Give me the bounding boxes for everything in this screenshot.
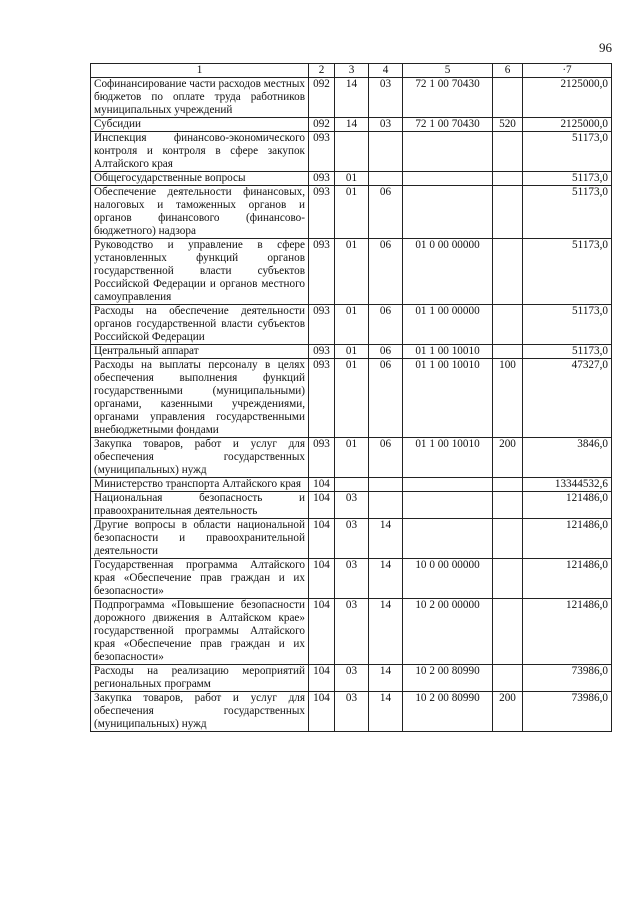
amount-cell: 51173,0 bbox=[523, 305, 612, 345]
target-item-cell: 10 2 00 80990 bbox=[403, 692, 493, 732]
row-name-cell: Подпрограмма «Повышение безопасности дорожного движения в Алтайском крае» государственной программы Алтайского края «Обеспечение прав граждан и их безопасности» bbox=[91, 599, 309, 665]
amount-cell: 51173,0 bbox=[523, 345, 612, 359]
subsection-code-cell: 06 bbox=[369, 305, 403, 345]
section-code-cell: 14 bbox=[335, 118, 369, 132]
ministry-code-cell: 104 bbox=[309, 559, 335, 599]
amount-cell: 3846,0 bbox=[523, 438, 612, 478]
section-code-cell: 03 bbox=[335, 492, 369, 519]
row-name-cell: Расходы на обеспечение деятельности органов государственной власти субъектов Российской Федерации bbox=[91, 305, 309, 345]
target-item-cell: 72 1 00 70430 bbox=[403, 78, 493, 118]
ministry-code-cell: 092 bbox=[309, 78, 335, 118]
ministry-code-cell: 093 bbox=[309, 345, 335, 359]
ministry-code-cell: 093 bbox=[309, 239, 335, 305]
expense-type-cell: 100 bbox=[493, 359, 523, 438]
row-name-cell: Расходы на выплаты персоналу в целях обеспечения выполнения функций государственными (муниципальными) органами, казенными учреждениями, органами управления государственными внебюджетными фондами bbox=[91, 359, 309, 438]
table-row bbox=[91, 665, 612, 692]
subsection-code-cell: 14 bbox=[369, 519, 403, 559]
target-item-cell bbox=[403, 478, 493, 492]
amount-cell: 121486,0 bbox=[523, 519, 612, 559]
subsection-code-cell bbox=[369, 478, 403, 492]
header-cell: 6 bbox=[493, 64, 523, 78]
row-name-cell: Закупка товаров, работ и услуг для обеспечения государственных (муниципальных) нужд bbox=[91, 438, 309, 478]
header-cell: 2 bbox=[309, 64, 335, 78]
expense-type-cell: 200 bbox=[493, 438, 523, 478]
amount-cell: 2125000,0 bbox=[523, 78, 612, 118]
target-item-cell: 01 1 00 10010 bbox=[403, 438, 493, 478]
ministry-code-cell: 104 bbox=[309, 665, 335, 692]
subsection-code-cell: 03 bbox=[369, 78, 403, 118]
subsection-code-cell: 06 bbox=[369, 438, 403, 478]
section-code-cell bbox=[335, 132, 369, 172]
subsection-code-cell bbox=[369, 492, 403, 519]
section-code-cell: 03 bbox=[335, 665, 369, 692]
expense-type-cell bbox=[493, 492, 523, 519]
section-code-cell: 14 bbox=[335, 78, 369, 118]
expense-type-cell bbox=[493, 519, 523, 559]
row-name-cell: Министерство транспорта Алтайского края bbox=[91, 478, 309, 492]
amount-cell: 121486,0 bbox=[523, 599, 612, 665]
subsection-code-cell: 14 bbox=[369, 665, 403, 692]
table-row bbox=[91, 132, 612, 172]
amount-cell: 51173,0 bbox=[523, 172, 612, 186]
expense-type-cell bbox=[493, 478, 523, 492]
subsection-code-cell bbox=[369, 172, 403, 186]
section-code-cell bbox=[335, 478, 369, 492]
expense-type-cell bbox=[493, 172, 523, 186]
ministry-code-cell: 093 bbox=[309, 359, 335, 438]
table-row bbox=[91, 478, 612, 492]
subsection-code-cell: 03 bbox=[369, 118, 403, 132]
ministry-code-cell: 092 bbox=[309, 118, 335, 132]
ministry-code-cell: 104 bbox=[309, 599, 335, 665]
expense-type-cell: 200 bbox=[493, 692, 523, 732]
subsection-code-cell: 06 bbox=[369, 345, 403, 359]
target-item-cell bbox=[403, 519, 493, 559]
table-row bbox=[91, 692, 612, 732]
header-cell: 3 bbox=[335, 64, 369, 78]
row-name-cell: Инспекция финансово-экономического контроля и контроля в сфере закупок Алтайского края bbox=[91, 132, 309, 172]
row-name-cell: Субсидии bbox=[91, 118, 309, 132]
ministry-code-cell: 104 bbox=[309, 519, 335, 559]
expense-type-cell bbox=[493, 78, 523, 118]
target-item-cell: 10 2 00 80990 bbox=[403, 665, 493, 692]
budget-table bbox=[90, 63, 612, 732]
header-cell: ·7 bbox=[523, 64, 612, 78]
amount-cell: 121486,0 bbox=[523, 559, 612, 599]
target-item-cell: 01 1 00 00000 bbox=[403, 305, 493, 345]
target-item-cell: 72 1 00 70430 bbox=[403, 118, 493, 132]
ministry-code-cell: 093 bbox=[309, 172, 335, 186]
expense-type-cell bbox=[493, 345, 523, 359]
section-code-cell: 01 bbox=[335, 239, 369, 305]
table-row bbox=[91, 559, 612, 599]
section-code-cell: 03 bbox=[335, 692, 369, 732]
subsection-code-cell: 14 bbox=[369, 692, 403, 732]
ministry-code-cell: 104 bbox=[309, 492, 335, 519]
section-code-cell: 03 bbox=[335, 559, 369, 599]
table-row bbox=[91, 345, 612, 359]
subsection-code-cell: 06 bbox=[369, 359, 403, 438]
ministry-code-cell: 093 bbox=[309, 186, 335, 239]
target-item-cell: 01 0 00 00000 bbox=[403, 239, 493, 305]
row-name-cell: Государственная программа Алтайского края «Обеспечение прав граждан и их безопасности» bbox=[91, 559, 309, 599]
expense-type-cell bbox=[493, 305, 523, 345]
subsection-code-cell: 06 bbox=[369, 186, 403, 239]
header-cell: 1 bbox=[91, 64, 309, 78]
table-row bbox=[91, 599, 612, 665]
table-row bbox=[91, 78, 612, 118]
section-code-cell: 03 bbox=[335, 519, 369, 559]
ministry-code-cell: 093 bbox=[309, 438, 335, 478]
amount-cell: 73986,0 bbox=[523, 665, 612, 692]
subsection-code-cell: 14 bbox=[369, 599, 403, 665]
amount-cell: 2125000,0 bbox=[523, 118, 612, 132]
subsection-code-cell: 14 bbox=[369, 559, 403, 599]
target-item-cell: 01 1 00 10010 bbox=[403, 345, 493, 359]
ministry-code-cell: 093 bbox=[309, 132, 335, 172]
section-code-cell: 01 bbox=[335, 345, 369, 359]
row-name-cell: Общегосударственные вопросы bbox=[91, 172, 309, 186]
table-row bbox=[91, 239, 612, 305]
table-row bbox=[91, 438, 612, 478]
expense-type-cell bbox=[493, 559, 523, 599]
table-row bbox=[91, 186, 612, 239]
target-item-cell bbox=[403, 492, 493, 519]
row-name-cell: Обеспечение деятельности финансовых, налоговых и таможенных органов и органов финансового (финансово-бюджетного) надзора bbox=[91, 186, 309, 239]
expense-type-cell bbox=[493, 665, 523, 692]
section-code-cell: 01 bbox=[335, 438, 369, 478]
target-item-cell: 10 0 00 00000 bbox=[403, 559, 493, 599]
header-row bbox=[91, 64, 612, 78]
amount-cell: 51173,0 bbox=[523, 132, 612, 172]
row-name-cell: Руководство и управление в сфере установленных функций органов государственной власти субъектов Российской Федерации и органов местного самоуправления bbox=[91, 239, 309, 305]
section-code-cell: 03 bbox=[335, 599, 369, 665]
row-name-cell: Центральный аппарат bbox=[91, 345, 309, 359]
section-code-cell: 01 bbox=[335, 305, 369, 345]
table-row bbox=[91, 519, 612, 559]
target-item-cell: 10 2 00 00000 bbox=[403, 599, 493, 665]
table-row bbox=[91, 172, 612, 186]
table-row bbox=[91, 305, 612, 345]
row-name-cell: Другие вопросы в области национальной безопасности и правоохранительной деятельности bbox=[91, 519, 309, 559]
row-name-cell: Национальная безопасность и правоохранительная деятельность bbox=[91, 492, 309, 519]
amount-cell: 13344532,6 bbox=[523, 478, 612, 492]
target-item-cell bbox=[403, 186, 493, 239]
table-row bbox=[91, 359, 612, 438]
header-cell: 5 bbox=[403, 64, 493, 78]
row-name-cell: Расходы на реализацию мероприятий региональных программ bbox=[91, 665, 309, 692]
page-number: 96 bbox=[599, 40, 612, 55]
amount-cell: 121486,0 bbox=[523, 492, 612, 519]
table-row bbox=[91, 118, 612, 132]
ministry-code-cell: 093 bbox=[309, 305, 335, 345]
section-code-cell: 01 bbox=[335, 172, 369, 186]
subsection-code-cell bbox=[369, 132, 403, 172]
section-code-cell: 01 bbox=[335, 186, 369, 239]
ministry-code-cell: 104 bbox=[309, 692, 335, 732]
subsection-code-cell: 06 bbox=[369, 239, 403, 305]
expense-type-cell bbox=[493, 239, 523, 305]
expense-type-cell bbox=[493, 186, 523, 239]
ministry-code-cell: 104 bbox=[309, 478, 335, 492]
amount-cell: 51173,0 bbox=[523, 186, 612, 239]
target-item-cell: 01 1 00 10010 bbox=[403, 359, 493, 438]
row-name-cell: Софинансирование части расходов местных бюджетов по оплате труда работников муниципальных учреждений bbox=[91, 78, 309, 118]
expense-type-cell bbox=[493, 132, 523, 172]
target-item-cell bbox=[403, 172, 493, 186]
table-row bbox=[91, 492, 612, 519]
expense-type-cell: 520 bbox=[493, 118, 523, 132]
amount-cell: 73986,0 bbox=[523, 692, 612, 732]
header-cell: 4 bbox=[369, 64, 403, 78]
amount-cell: 51173,0 bbox=[523, 239, 612, 305]
row-name-cell: Закупка товаров, работ и услуг для обеспечения государственных (муниципальных) нужд bbox=[91, 692, 309, 732]
section-code-cell: 01 bbox=[335, 359, 369, 438]
amount-cell: 47327,0 bbox=[523, 359, 612, 438]
expense-type-cell bbox=[493, 599, 523, 665]
target-item-cell bbox=[403, 132, 493, 172]
